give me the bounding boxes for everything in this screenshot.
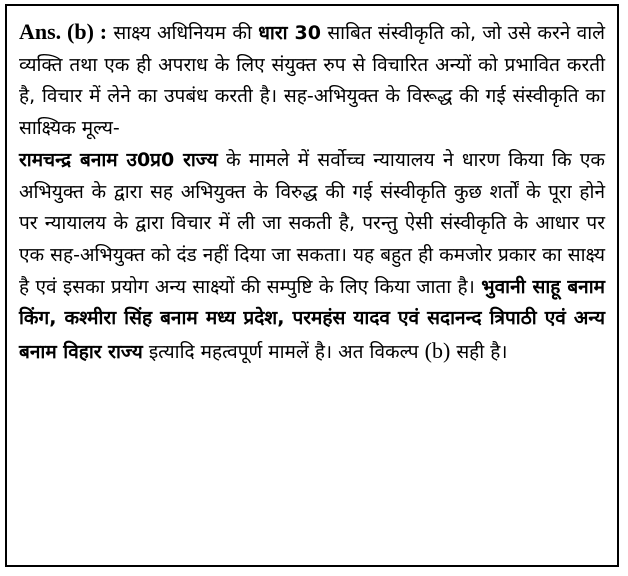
section-reference: धारा 30 <box>258 22 321 44</box>
answer-intro: साक्ष्य अधिनियम की <box>113 22 252 44</box>
closing-option: (b) <box>424 338 451 364</box>
closing-text: इत्यादि महत्वपूर्ण मामलें है। अत विकल्प <box>148 341 419 364</box>
main-case-name: रामचन्द्र बनाम उ0प्र0 राज्य <box>19 148 218 171</box>
answer-label: Ans. (b) : <box>19 19 108 44</box>
answer-explanation: साबित संस्वीकृति को, जो उसे करने वाले व्यक्ति तथा एक ही अपराध के लिए संयुक्त रुप से विचारित अन्यों को प्रभावित करती है, विचार में लेने का उपबंध करती है। सह-अभियुक्त के विरूद्ध की गई संस्वीकृति का साक्ष्यिक मूल्य- <box>19 22 606 140</box>
case-explanation: के मामले में सर्वोच्च न्यायालय ने धारण किया कि एक अभियुक्त के द्वारा सह अभियुक्त के विरुद्ध की गई संस्वीकृति कुछ शर्तों के पूरा होने पर न्यायालय के द्वारा विचार में ली जा सकती है, परन्तु ऐसी संस्वीकृति के आधार पर एक सह-अभियुक्त को दंड नहीं दिया जा सकता। यह बहुत ही कमजोर प्रकार का साक्ष्य है एवं इसका प्रयोग अन्य साक्ष्यों की सम्पुष्टि के लिए किया जाता है। <box>19 148 605 298</box>
answer-paragraph-1 <box>19 16 605 145</box>
related-cases: भुवानी साहू बनाम किंग, कश्मीरा सिंह बनाम मध्य प्रदेश, परमहंस यादव एवं सदानन्द त्रिपाठी एवं अन्य बनाम विहार राज्य <box>19 275 605 364</box>
answer-box <box>5 4 619 567</box>
closing-end: सही है। <box>456 341 508 364</box>
answer-paragraph-2 <box>19 145 605 369</box>
